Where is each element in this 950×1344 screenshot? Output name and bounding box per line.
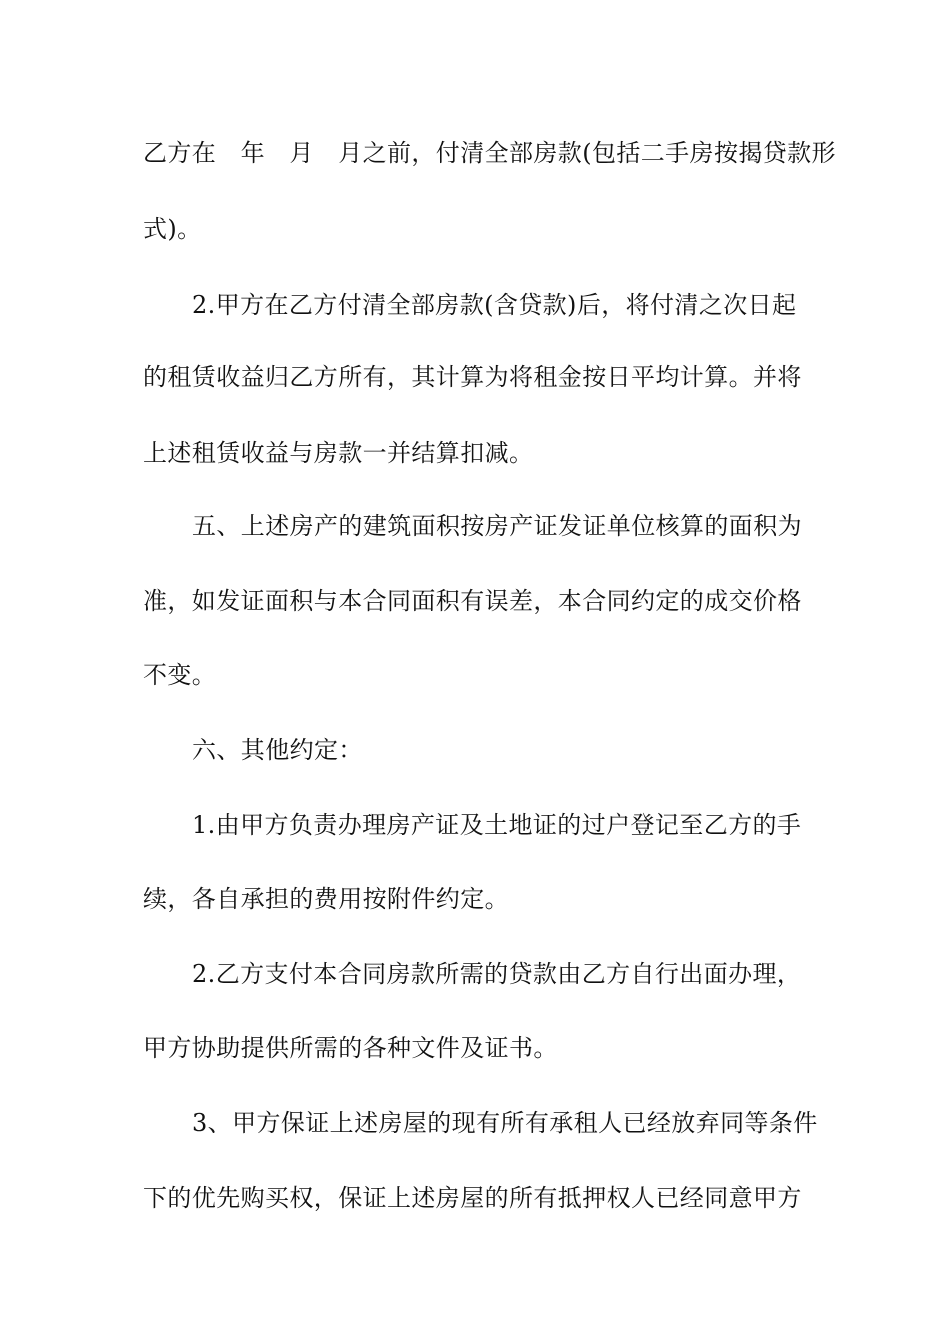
text-line: 五、上述房产的建筑面积按房产证发证单位核算的面积为 — [192, 512, 802, 540]
text-line: 甲方协助提供所需的各种文件及证书。 — [143, 1034, 558, 1062]
text-line: 3、甲方保证上述房屋的现有所有承租人已经放弃同等条件 — [192, 1109, 818, 1137]
text-line: 1.由甲方负责办理房产证及土地证的过户登记至乙方的手 — [192, 811, 802, 839]
text-line: 准，如发证面积与本合同面积有误差，本合同约定的成交价格 — [143, 587, 802, 615]
text-line: 乙方在 年 月 月之前，付清全部房款(包括二手房按揭贷款形 — [143, 139, 836, 167]
text-line: 上述租赁收益与房款一并结算扣减。 — [143, 439, 534, 467]
text-line: 式)。 — [143, 215, 202, 243]
text-line: 续，各自承担的费用按附件约定。 — [143, 885, 509, 913]
text-line: 不变。 — [143, 661, 217, 689]
text-line: 六、其他约定： — [192, 736, 363, 764]
text-line: 的租赁收益归乙方所有，其计算为将租金按日平均计算。并将 — [143, 363, 802, 391]
text-line: 2.甲方在乙方付清全部房款(含贷款)后，将付清之次日起 — [192, 291, 797, 319]
text-line: 2.乙方支付本合同房款所需的贷款由乙方自行出面办理， — [192, 960, 802, 988]
text-line: 下的优先购买权，保证上述房屋的所有抵押权人已经同意甲方 — [143, 1184, 802, 1212]
